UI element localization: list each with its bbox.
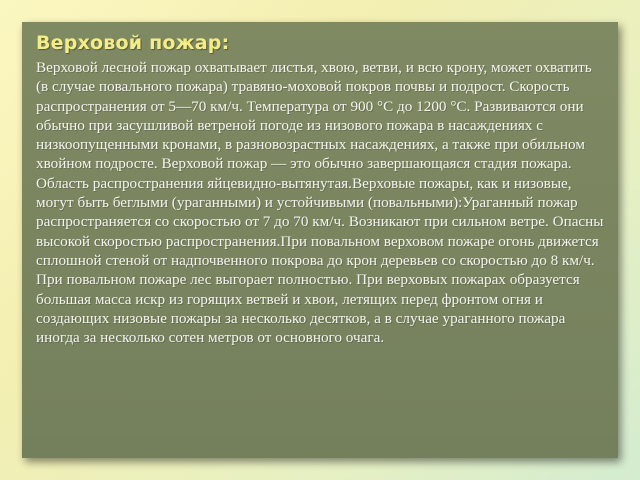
slide-content-panel [22,22,618,458]
slide-body-text: Верховой лесной пожар охватывает листья, хвою, ветви, и всю крону, может охватить (в случае повального пожара) травяно-моховой покров почвы и подрост. Скорость распространения от 5—70 км/ч. Температура от 900 °С до 1200 °С. Развиваются они обычно при засушливой ветреной погоде из низового пожара в насаждениях с низкоопущенными кронами, в разновозрастных насаждениях, а также при обильном хвойном подросте. Верховой пожар — это обычно завершающаяся стадия пожара. Область распространения яйцевидно-вытянутая.Верховые пожары, как и низовые, могут быть беглыми (ураганными) и устойчивыми (повальными):Ураганный пожар распространяется со скоростью от 7 до 70 км/ч. Возникают при сильном ветре. Опасны высокой скоростью распространения.При повальном верховом пожаре огонь движется сплошной стеной от надпочвенного покрова до крон деревьев со скоростью до 8 км/ч. При повальном пожаре лес выгорает полностью. При верховых пожарах образуется большая масса искр из горящих ветвей и хвои, летящих перед фронтом огня и создающих низовые пожары за несколько десятков, а в случае ураганного пожара иногда за несколько сотен метров от основного очага. [36,59,604,347]
slide-title: Верховой пожар: [36,32,230,54]
